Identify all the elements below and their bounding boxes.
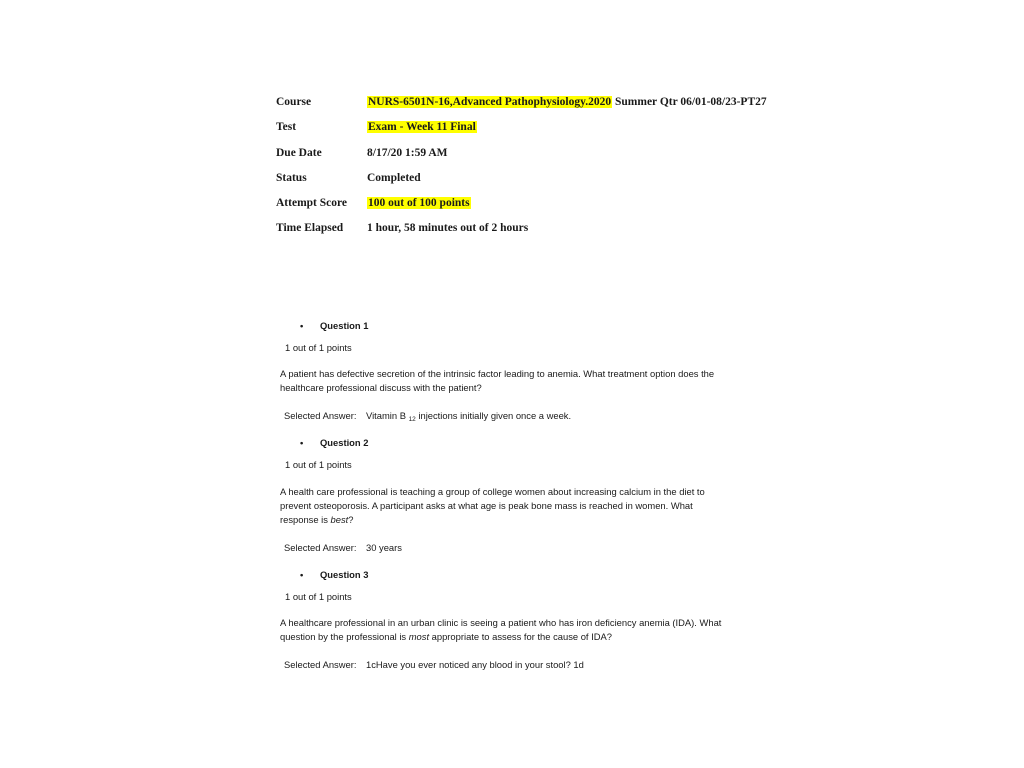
question-2-text: A health care professional is teaching a group of college women about increasing calcium in the diet to prevent osteoporosis. A participant asks at what age is peak bone mass is reached in women. What response is best?: [280, 486, 705, 525]
bullet-icon: •: [300, 320, 304, 331]
question-3-points: 1 out of 1 points: [285, 591, 352, 602]
status-value: Completed: [367, 171, 421, 184]
test-label: Test: [276, 121, 297, 134]
course-value: [367, 96, 767, 108]
test-value: Exam - Week 11 Final: [368, 121, 476, 134]
question-2-title: • Question 2: [300, 437, 369, 448]
due-date-label: Due Date: [276, 146, 322, 159]
bullet-icon: •: [300, 437, 304, 448]
question-3-title: • Question 3: [300, 569, 369, 580]
selected-answer-label: Selected Answer:: [284, 410, 357, 421]
question-2-selected-answer: Selected Answer: 30 years: [284, 542, 402, 553]
attempt-score-label: Attempt Score: [276, 197, 347, 210]
course-label: Course: [276, 96, 312, 108]
question-1-text: A patient has defective secretion of the intrinsic factor leading to anemia. What treatment option does the healthcare professional discuss with the patient?: [280, 368, 715, 393]
question-1-title: • Question 1: [300, 320, 369, 331]
question-2-points: 1 out of 1 points: [285, 459, 352, 470]
due-date-value: 8/17/20 1:59 AM: [367, 146, 448, 159]
question-1-points: 1 out of 1 points: [285, 342, 352, 353]
attempt-score-value: 100 out of 100 points: [368, 197, 470, 210]
question-3-selected-answer: Selected Answer: 1cHave you ever noticed any blood in your stool? 1d: [284, 659, 584, 670]
selected-answer-label: Selected Answer:: [284, 542, 357, 553]
status-label: Status: [276, 171, 307, 184]
time-elapsed-value: 1 hour, 58 minutes out of 2 hours: [367, 222, 529, 235]
question-1-selected-answer: Selected Answer: Vitamin B $_{12}$ injections initially given once a week.: [284, 410, 572, 423]
question-3-text: A healthcare professional in an urban clinic is seeing a patient who has iron deficiency anemia (IDA). What question by the professional is most appropriate to assess for the cause of IDA?: [280, 617, 722, 642]
bullet-icon: •: [300, 569, 304, 580]
course-term: Summer Qtr 06/01-08/23-PT27: [612, 96, 767, 108]
course-name-highlight: NURS-6501N-16,Advanced Pathophysiology.2020: [368, 96, 612, 108]
selected-answer-label: Selected Answer:: [284, 659, 357, 670]
time-elapsed-label: Time Elapsed: [276, 222, 344, 235]
